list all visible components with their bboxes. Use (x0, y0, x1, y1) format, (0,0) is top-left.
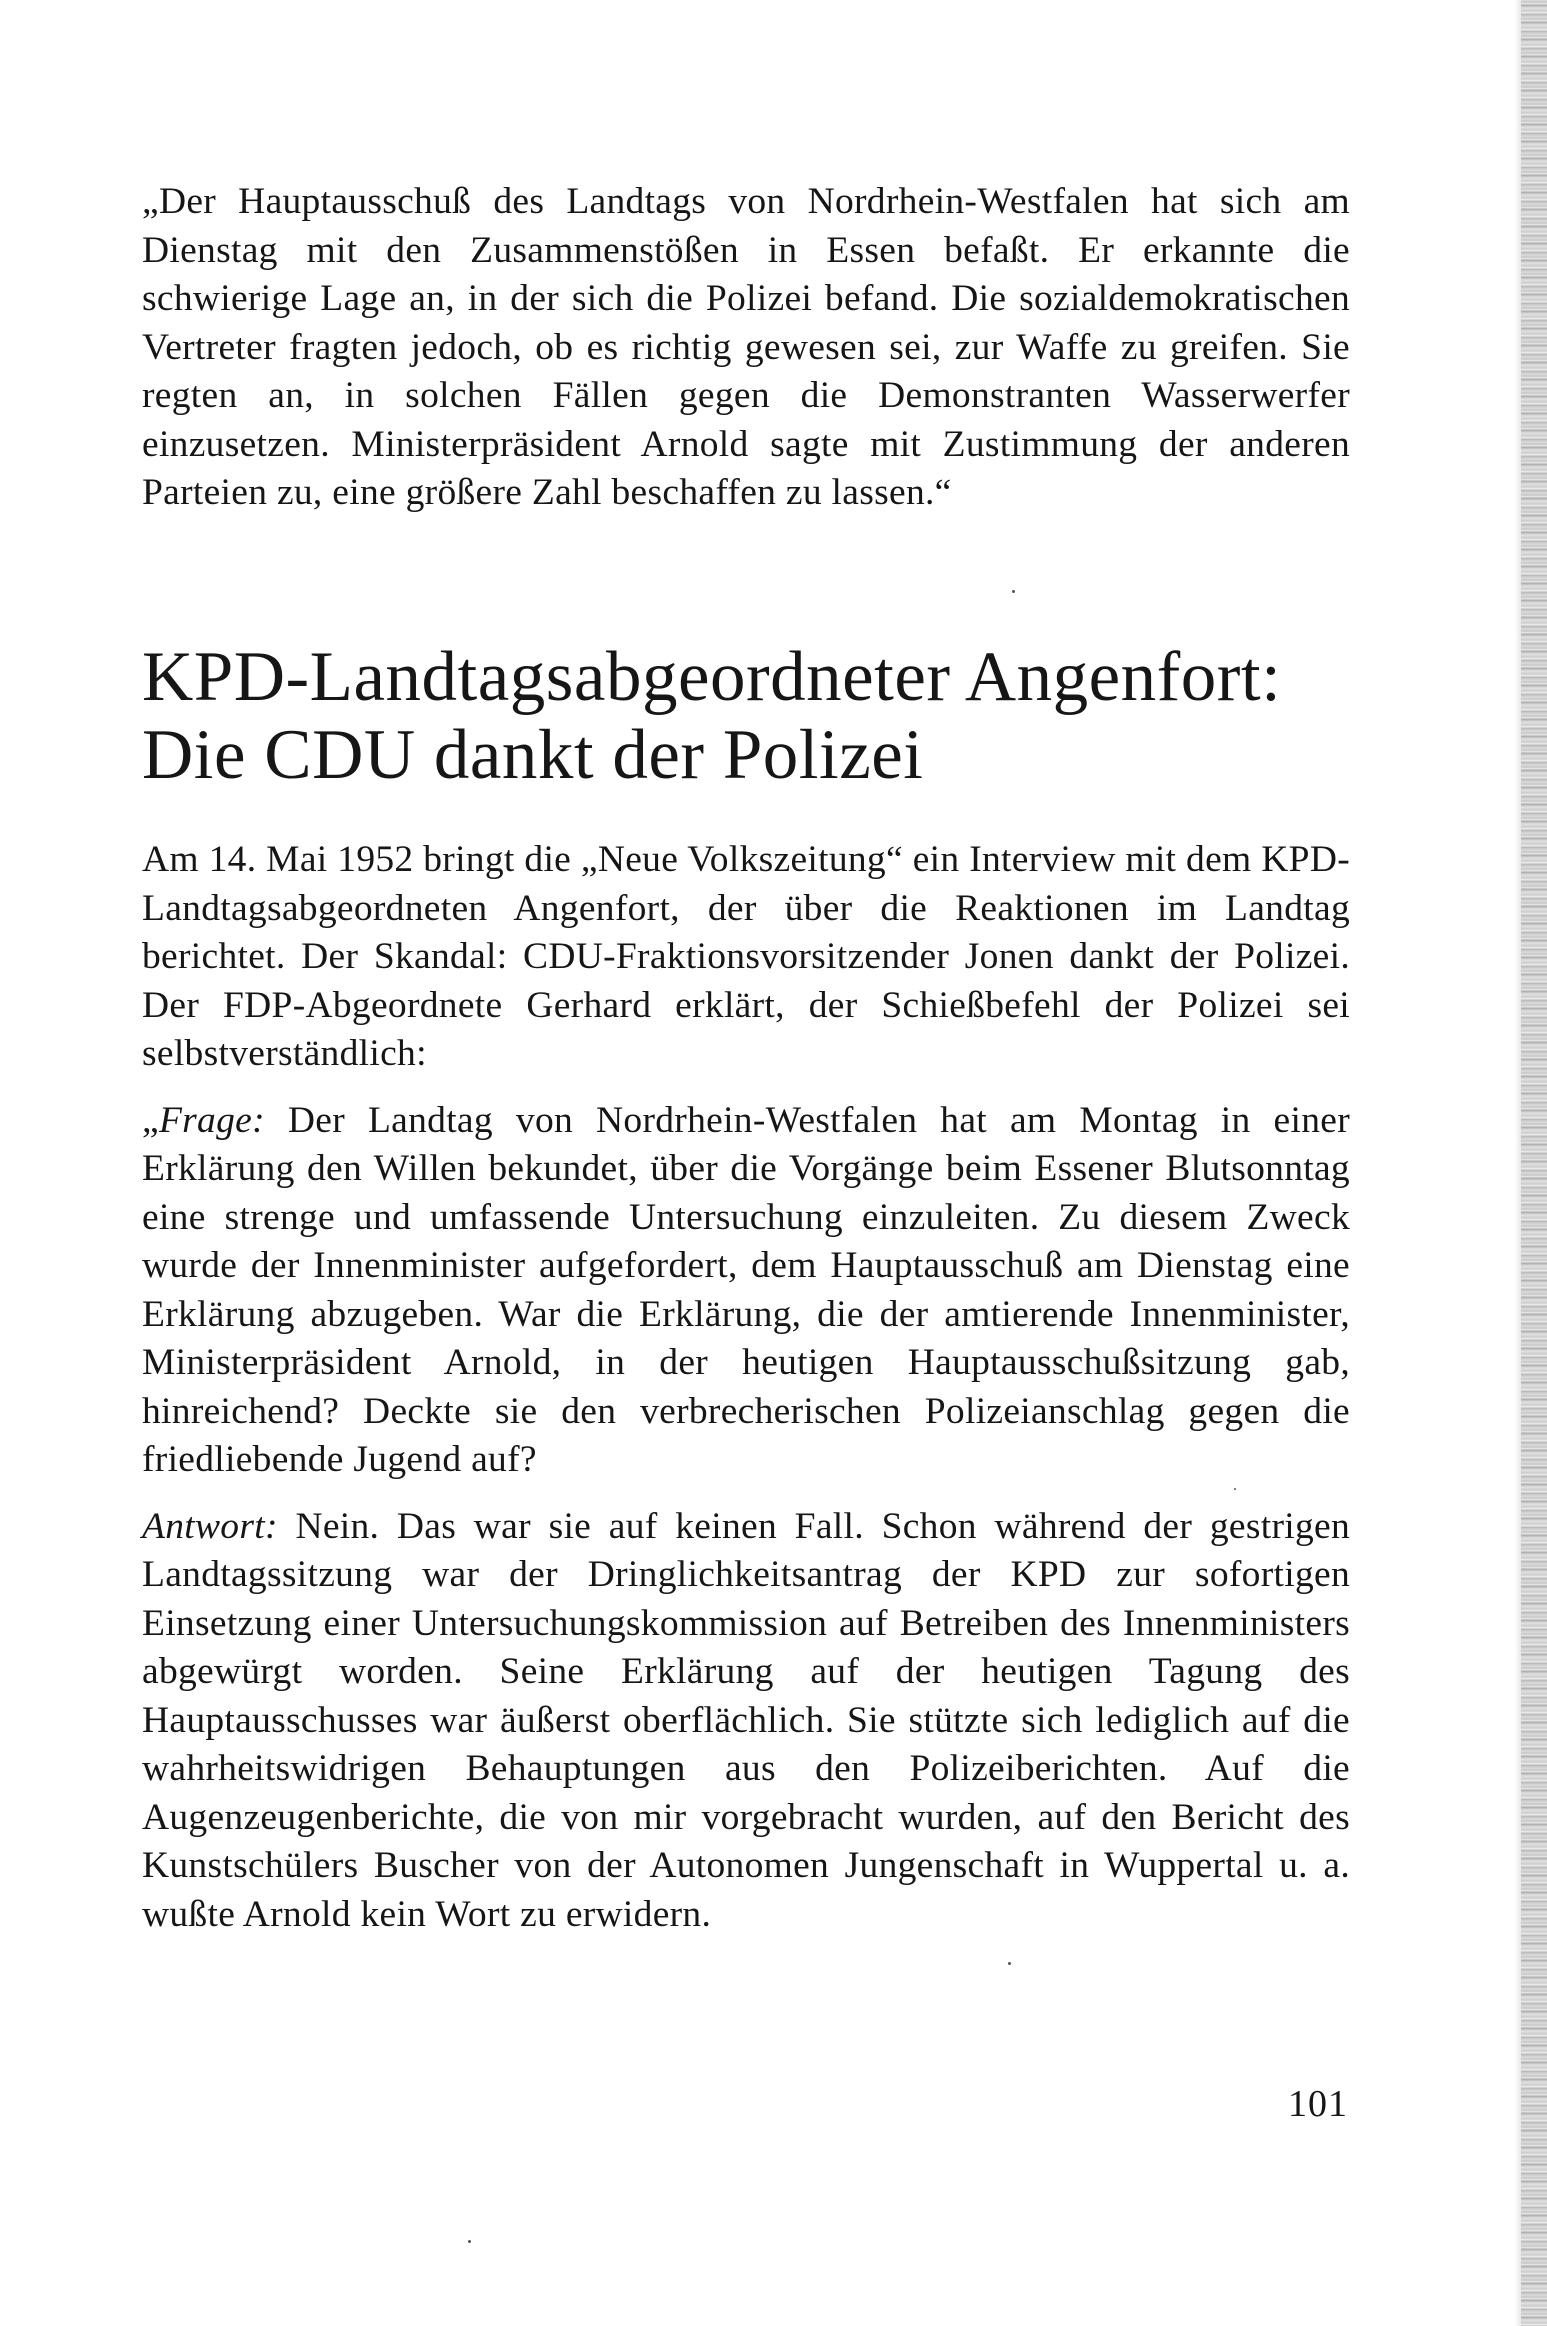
scan-speck (1008, 1962, 1011, 1965)
question-paragraph (142, 1097, 1350, 1485)
scan-speck (468, 2240, 471, 2243)
intro-paragraph: Am 14. Mai 1952 bringt die „Neue Volkszeitung“ ein Interview mit dem KPD-Landtagsabgeordneten Angenfort, der über die Reaktionen im Landtag berichtet. Der Skandal: CDU-Fraktionsvorsitzender Jonen dankt der Polizei. Der FDP-Abgeordnete Gerhard erklärt, der Schießbefehl der Polizei sei selbstverständlich: (142, 839, 1350, 1074)
scan-speck (1234, 1488, 1236, 1490)
question-label: Frage: (158, 1099, 265, 1141)
scanned-page-edge (1521, 0, 1547, 2326)
section-heading: KPD-Landtagsabgeordneter Angenfort: Die CDU dankt der Polizei (142, 638, 1282, 794)
question-open-quote: „ (142, 1099, 159, 1141)
quote-block (142, 178, 1350, 518)
question-text: Der Landtag von Nordrhein-Westfalen hat am Montag in einer Erklärung den Willen bekundet, über die Vorgänge beim Essener Blutsonntag eine strenge und umfassende Untersuchung einzuleiten. Zu diesem Zweck wurde der Innenminister aufgefordert, dem Hauptausschuß am Dienstag eine Erklärung abzugeben. War die Erklärung, die der amtierende Innenminister, Ministerpräsident Arnold, in der heutigen Hauptausschußsitzung gab, hinreichend? Deckte sie den verbrecherischen Polizeianschlag gegen die friedliebende Jugend auf? (142, 1099, 1350, 1480)
article-body (142, 836, 1350, 1939)
answer-paragraph (142, 1503, 1350, 1940)
page-number: 101 (1288, 2083, 1348, 2125)
quote-paragraph: „Der Hauptausschuß des Landtags von Nordrhein-Westfalen hat sich am Dienstag mit den Zusammenstößen in Essen befaßt. Er erkannte die schwierige Lage an, in der sich die Polizei befand. Die sozialdemokratischen Vertreter fragten jedoch, ob es richtig gewesen sei, zur Waffe zu greifen. Sie regten an, in solchen Fällen gegen die Demonstranten Wasserwerfer einzusetzen. Ministerpräsident Arnold sagte mit Zustimmung der anderen Parteien zu, eine größere Zahl beschaffen zu lassen.“ (142, 181, 1350, 513)
scan-speck (1012, 590, 1015, 593)
answer-text: Nein. Das war sie auf keinen Fall. Schon während der gestrigen Landtagssitzung war der Dringlichkeitsantrag der KPD zur sofortigen Einsetzung einer Untersuchungskommission auf Betreiben des Innenministers abgewürgt worden. Seine Erklärung auf der heutigen Tagung des Hauptausschusses war äußerst oberflächlich. Sie stützte sich lediglich auf die wahrheitswidrigen Behauptungen aus den Polizeiberichten. Auf die Augenzeugenberichte, die von mir vorgebracht wurden, auf den Bericht des Kunstschülers Buscher von der Autonomen Jungenschaft in Wuppertal u. a. wußte Arnold kein Wort zu erwidern. (142, 1505, 1350, 1935)
answer-label: Antwort: (142, 1505, 278, 1547)
